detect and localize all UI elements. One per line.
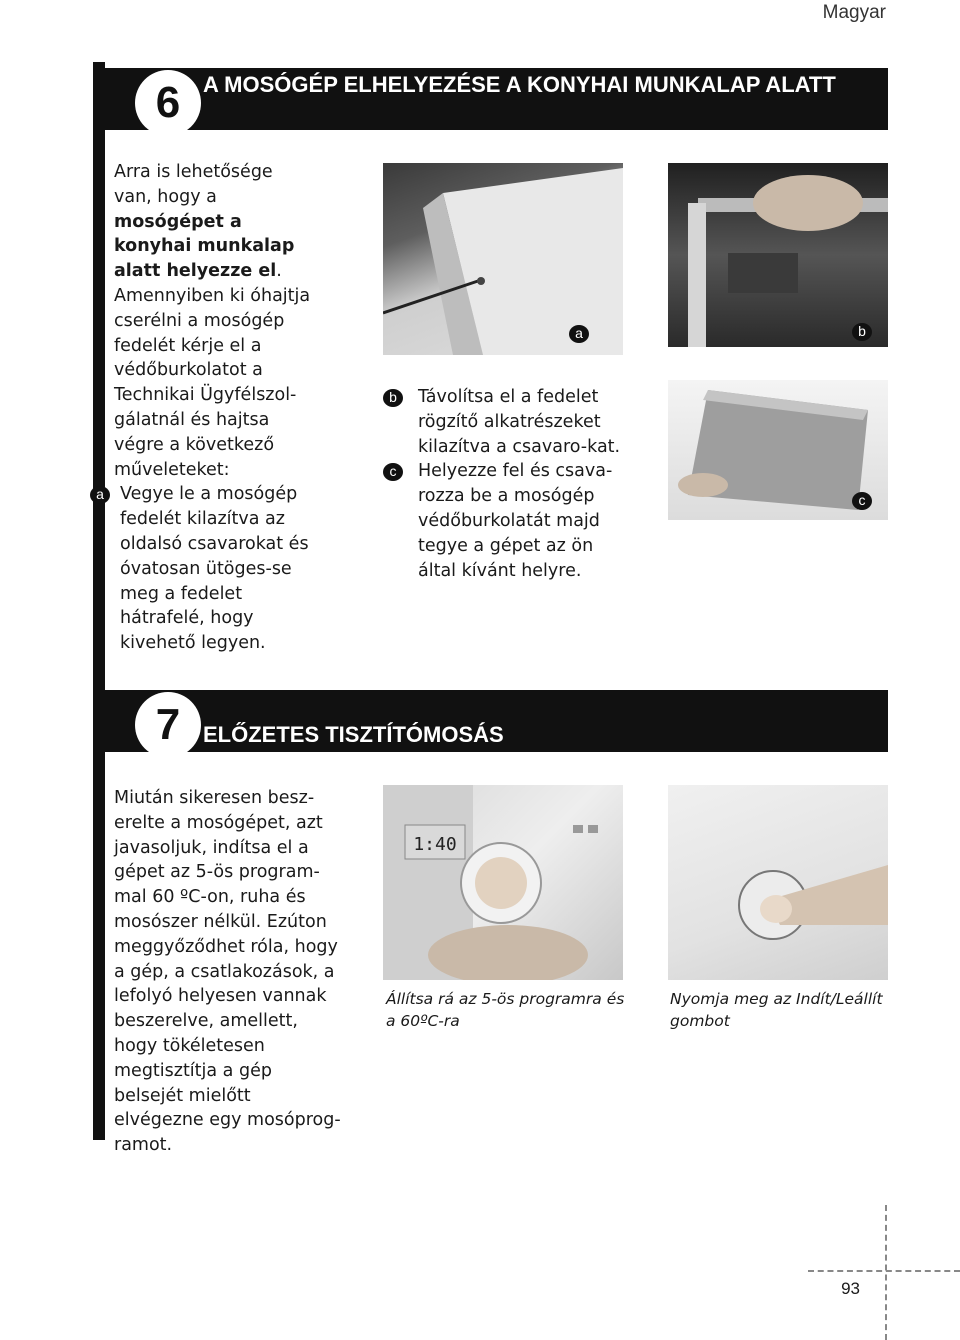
section-7-header [93,690,888,752]
intro-text-2: . Amennyiben ki óhajtja cserélni a mosógép fedelét kérje el a védőburkolatot a Technikai Ügyfélszol-gálatnál és hajtsa végre a következő műveleteket: [114,261,311,480]
section-7-number: 7 [135,692,201,758]
photo-remove-parts [668,163,888,347]
section-7-title: ELŐZETES TISZTÍTÓMOSÁS [203,722,504,747]
photo-tag-c: c [852,492,872,510]
photo-start-button-art [668,785,888,980]
step-a-text: Vegye le a mosógép fedelét kilazítva az oldalsó csavarokat és óvatosan ütöges-se meg a fedelet hátrafelé, hogy kivehető legyen. [120,484,309,654]
section-6-title: A MOSÓGÉP ELHELYEZÉSE A KONYHAI MUNKALAP ALATT [203,72,836,97]
intro-text-1: Arra is lehetősége van, hogy a [114,162,273,207]
photo-cover-screw [383,163,623,355]
photo-remove-parts-art [668,163,888,347]
photo-program-dial [383,785,623,980]
photo-start-button [668,785,888,980]
step-b [383,385,623,459]
crop-mark-horizontal [808,1270,960,1272]
photo-tag-a: a [569,325,589,343]
language-label: Magyar [822,2,886,23]
photo-protective-cover [668,380,888,520]
step-a-label: a [90,486,110,504]
step-c [383,459,623,583]
photo-program-dial-art [383,785,623,980]
section-6-steps-bc [383,385,623,583]
photo-tag-b: b [852,323,872,341]
step-c-text: Helyezze fel és csava-rozza be a mosógép védőburkolatát majd tegye a gépet az ön által kívánt helyre. [418,461,613,581]
photo-cover-screw-art [383,163,623,355]
step-b-label: b [383,389,403,407]
section-7-body: Miután sikeresen besz-erelte a mosógépet, azt javasoljuk, indítsa el a gépet az 5-ös program-mal 60 ºC-on, ruha és mosószer nélkül. Ezúton meggyőződhet róla, hogy a gép, a csatlakozások, a lefolyó helyesen vannak beszerelve, amellett, hogy tökéletesen megtisztítja a gép belsejét mielőtt elvégezne egy mosóprog-ramot. [114,788,341,1156]
step-a [90,482,314,656]
section-6-intro [96,160,314,656]
display-readout: 1:40 [413,834,457,855]
caption-start: Nyomja meg az Indít/Leállít gombot [670,990,883,1030]
section-6-header [93,68,888,130]
intro-bold: mosógépet a konyhai munkalap alatt helyezze el [114,211,295,282]
step-c-label: c [383,463,403,481]
page-number: 93 [841,1279,860,1298]
caption-program: Állítsa rá az 5-ös programra és a 60ºC-ra [386,990,625,1030]
crop-mark-vertical [885,1205,887,1340]
step-b-text: Távolítsa el a fedelet rögzítő alkatrészeket kilazítva a csavaro-kat. [418,387,621,457]
section-6-number: 6 [135,70,201,136]
